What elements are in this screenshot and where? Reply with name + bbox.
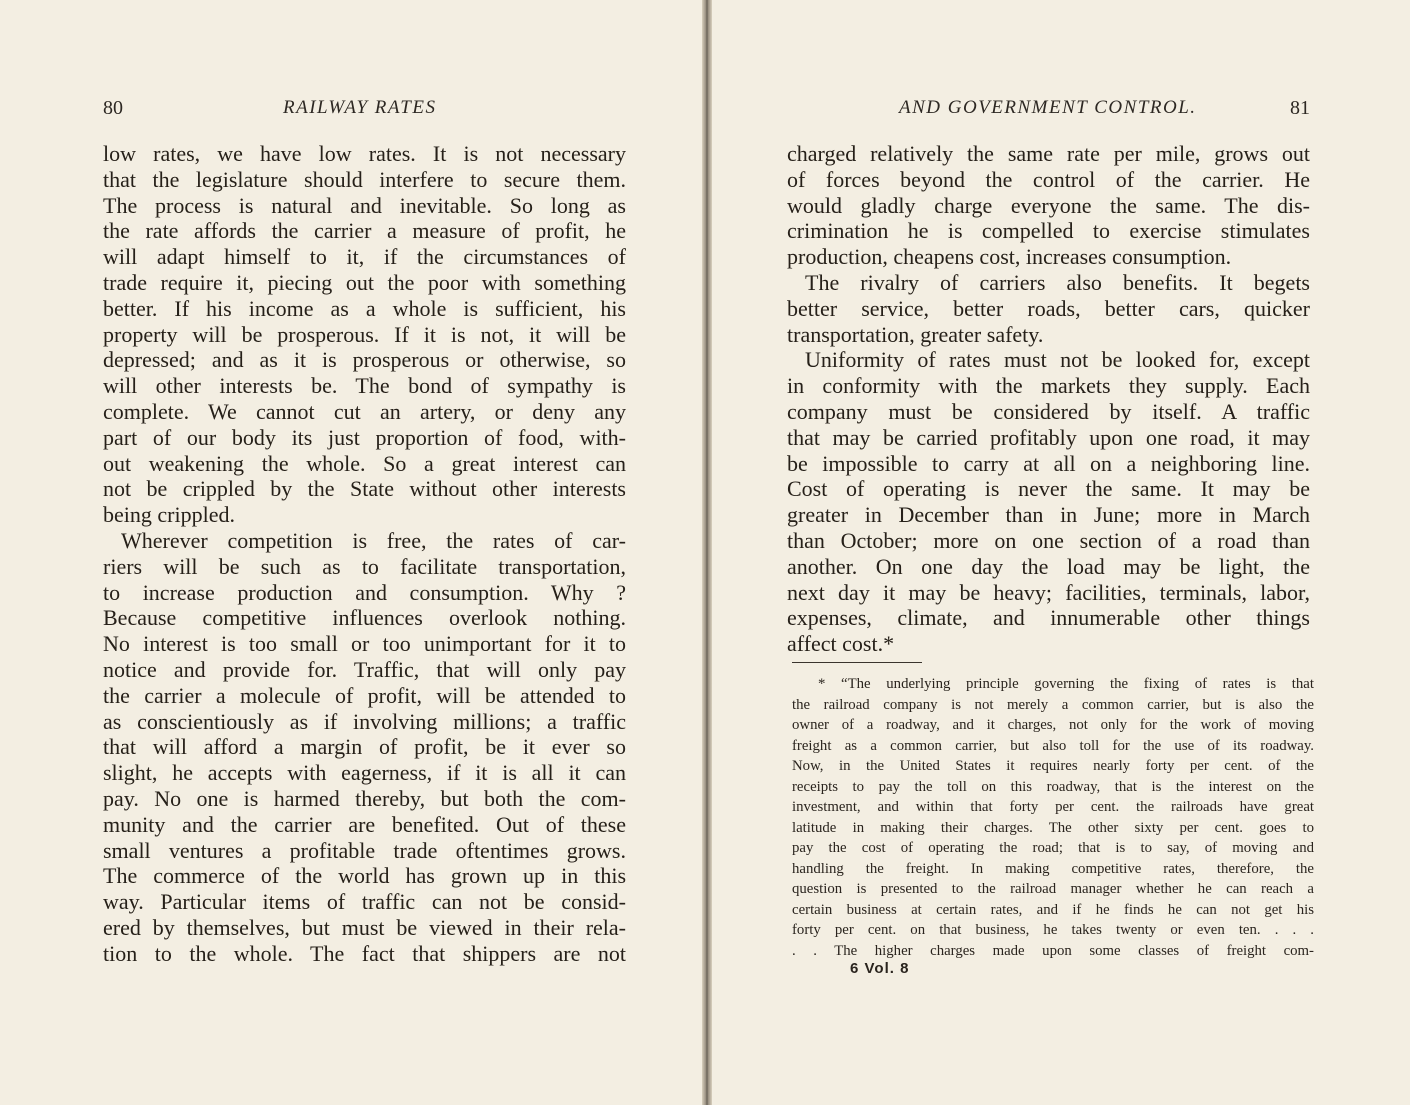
text-line: better service, better roads, better cars, quicker [787,295,1310,321]
text-line: Cost of operating is never the same. It may be [787,476,1310,502]
footnote-line: the railroad company is not merely a common carrier, but is also the [792,696,1314,713]
text-line: the carrier a molecule of profit, will be attended to [103,682,626,708]
text-line: next day it may be heavy; facilities, terminals, labor, [787,579,1310,605]
text-line: Wherever competition is free, the rates of car- [121,527,626,553]
left-running-head: RAILWAY RATES [283,97,437,118]
book-gutter [702,0,712,1105]
text-line: munity and the carrier are benefited. Out of these [103,811,626,837]
text-line: transportation, greater safety. [787,321,1044,347]
footnote-line: latitude in making their charges. The other sixty per cent. goes to [792,819,1314,836]
text-line: production, cheapens cost, increases consumption. [787,244,1232,270]
text-line: property will be prosperous. If it is not, it will be [103,321,626,347]
text-line: The commerce of the world has grown up in this [103,863,626,889]
text-line: notice and provide for. Traffic, that will only pay [103,656,626,682]
footnote-line: certain business at certain rates, and if he finds he can not get his [792,901,1314,918]
text-line: in conformity with the markets they supply. Each [787,373,1310,399]
text-line: crimination he is compelled to exercise stimulates [787,218,1310,244]
text-line: will adapt himself to it, if the circumstances of [103,244,626,270]
text-line: trade require it, piecing out the poor with something [103,269,626,295]
text-line: No interest is too small or too unimportant for it to [103,631,626,657]
footnote-line: Now, in the United States it requires nearly forty per cent. of the [792,758,1314,774]
footnote-line: pay the cost of operating the road; that is to say, of moving and [792,840,1314,856]
text-line: small ventures a profitable trade oftentimes grows. [103,837,626,863]
text-line: to increase production and consumption. Why ? [103,579,626,605]
footnote-line: . . The higher charges made upon some classes of freight com- [792,942,1314,959]
footnote-line: handling the freight. In making competitive rates, therefore, the [792,860,1314,877]
text-line: will other interests be. The bond of sympathy is [103,373,626,399]
text-line: riers will be such as to facilitate transportation, [103,553,626,579]
text-line: not be crippled by the State without other interests [103,476,626,502]
footnote-line: investment, and within that forty per cent. the railroads have great [792,799,1314,815]
footnote-rule [792,662,922,663]
text-line: Because competitive influences overlook nothing. [103,605,626,631]
text-line: tion to the whole. The fact that shippers are not [103,940,626,966]
text-line: slight, he accepts with eagerness, if it is all it can [103,760,626,786]
left-page-number: 80 [103,97,123,119]
left-page [0,0,702,1105]
text-line: that will afford a margin of profit, be it ever so [103,734,626,760]
text-line: as conscientiously as if involving millions; a traffic [103,708,626,734]
footnote-line: * “The underlying principle governing the fixing of rates is that [818,676,1314,692]
text-line: The rivalry of carriers also benefits. It begets [805,269,1310,295]
right-running-head: AND GOVERNMENT CONTROL. [899,97,1197,118]
text-line: be impossible to carry at all on a neighboring line. [787,450,1310,476]
right-body-text [787,141,1310,657]
text-line: would gladly charge everyone the same. The dis- [787,192,1310,218]
text-line: that the legislature should interfere to secure them. [103,166,626,192]
text-line: another. On one day the load may be light, the [787,553,1310,579]
text-line: complete. We cannot cut an artery, or deny any [103,398,626,424]
text-line: the rate affords the carrier a measure of profit, he [103,218,626,244]
text-line: depressed; and as it is prosperous or otherwise, so [103,347,626,373]
footnote-line: question is presented to the railroad manager whether he can reach a [792,881,1314,897]
text-line: greater in December than in June; more in March [787,502,1310,528]
text-line: way. Particular items of traffic can not be consid- [103,889,626,915]
text-line: Uniformity of rates must not be looked for, except [805,347,1310,373]
text-line: ered by themselves, but must be viewed in their rela- [103,914,626,940]
signature-mark: 6 Vol. 8 [850,960,910,977]
left-page-header [103,96,626,120]
text-line: that may be carried profitably upon one road, it may [787,424,1310,450]
text-line: than October; more on one section of a road than [787,527,1310,553]
text-line: out weakening the whole. So a great interest can [103,450,626,476]
text-line: pay. No one is harmed thereby, but both the com- [103,785,626,811]
text-line: low rates, we have low rates. It is not necessary [103,141,626,166]
footnote-line: forty per cent. on that business, he takes twenty or even ten. . . . [792,922,1314,938]
text-line: The process is natural and inevitable. So long as [103,192,626,218]
text-line: being crippled. [103,502,235,528]
text-line: company must be considered by itself. A traffic [787,398,1310,424]
text-line: charged relatively the same rate per mile, grows out [787,141,1310,166]
right-page-header [787,96,1310,120]
text-line: of forces beyond the control of the carrier. He [787,166,1310,192]
text-line: expenses, climate, and innumerable other things [787,605,1310,631]
text-line: part of our body its just proportion of food, with- [103,424,626,450]
left-body-text [103,141,626,967]
text-line: better. If his income as a whole is sufficient, his [103,295,626,321]
footnote [792,674,1314,961]
footnote-line: receipts to pay the toll on this roadway, that is the interest on the [792,778,1314,795]
text-line: affect cost.* [787,631,895,657]
footnote-line: owner of a roadway, and it charges, not only for the work of moving [792,717,1314,733]
right-page [712,0,1410,1105]
footnote-line: freight as a common carrier, but also toll for the use of its roadway. [792,737,1314,754]
right-page-number: 81 [1290,97,1310,119]
